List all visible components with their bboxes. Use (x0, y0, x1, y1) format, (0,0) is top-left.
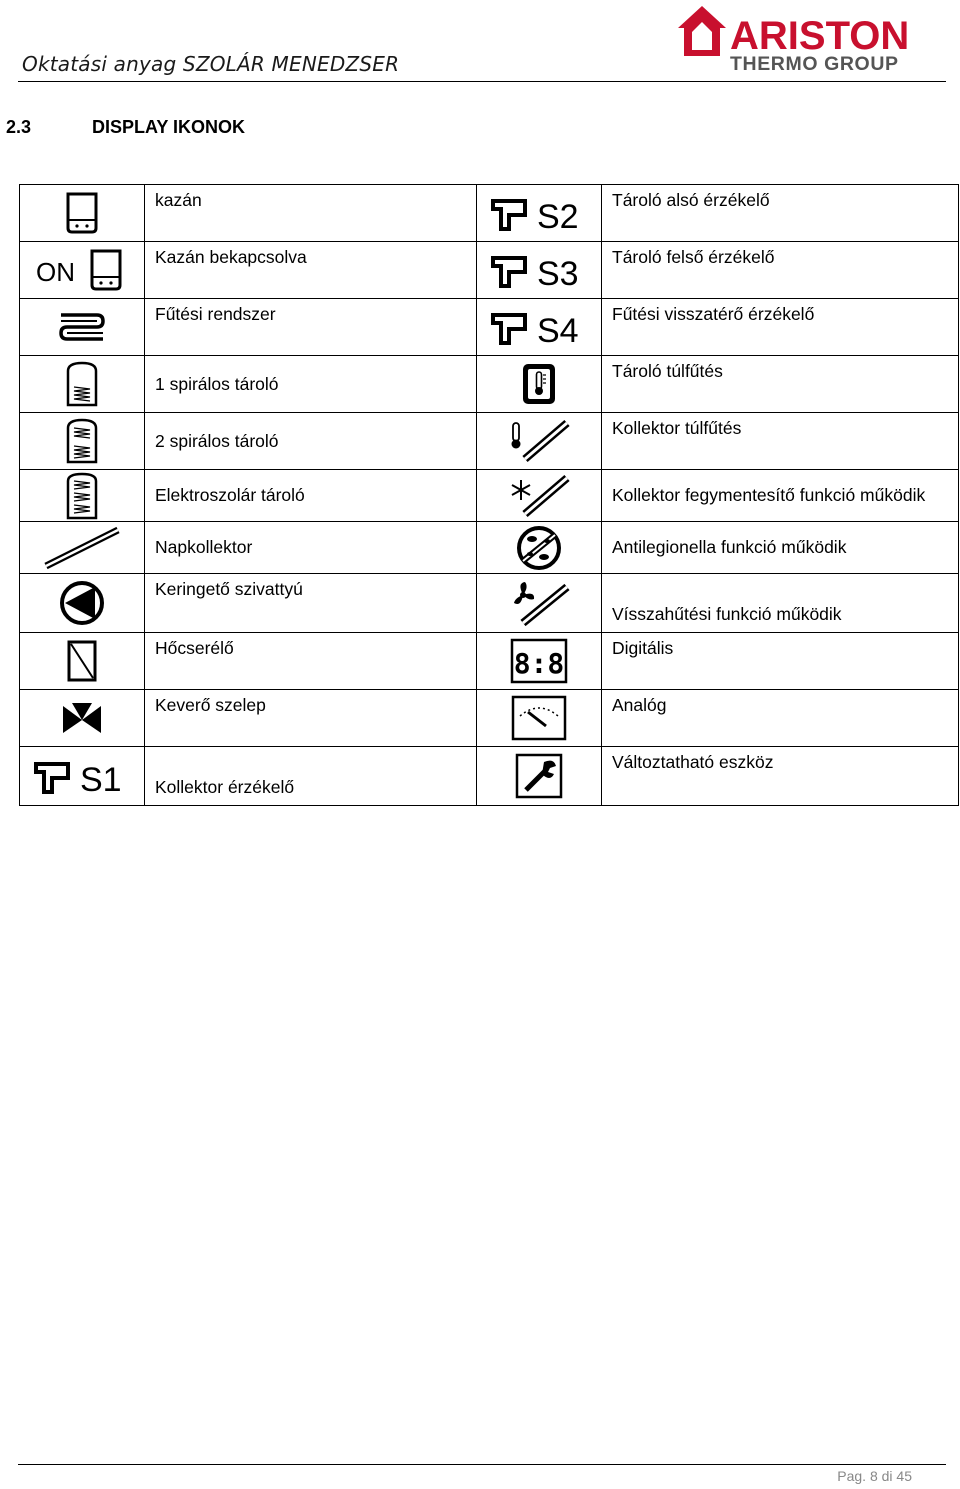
icon-label: Antilegionella funkció működik (602, 522, 959, 574)
on-label: ON (36, 257, 75, 287)
icon-label: 2 spirálos tároló (145, 413, 477, 470)
icon-cell (20, 242, 145, 299)
sensor-label: S1 (80, 761, 122, 796)
icon-label: Tároló felső érzékelő (602, 242, 959, 299)
icon-cell (20, 356, 145, 413)
tank-2-coil-icon (62, 416, 102, 466)
icon-cell (477, 413, 602, 470)
page-number: Pag. 8 di 45 (837, 1468, 912, 1484)
table-row (20, 242, 959, 299)
header-rule (18, 81, 946, 82)
icon-cell (477, 747, 602, 806)
icon-label: Vísszahűtési funkció működik (602, 574, 959, 633)
icon-cell (477, 470, 602, 522)
icon-label: kazán (145, 185, 477, 242)
icon-label: Digitális (602, 633, 959, 690)
document-header-title: Oktatási anyag SZOLÁR MENEDZSER (22, 52, 400, 76)
icon-label: Változtatható eszköz (602, 747, 959, 806)
mixing-valve-icon (60, 700, 104, 736)
pump-icon (57, 578, 107, 628)
sensor-s4-icon (489, 307, 589, 347)
boiler-on-icon (34, 247, 130, 293)
icon-cell (477, 633, 602, 690)
icon-cell (20, 299, 145, 356)
icon-cell (477, 242, 602, 299)
collector-antifreeze-icon (507, 474, 571, 518)
icon-cell (20, 633, 145, 690)
digital-digits: 8:8 (513, 647, 565, 680)
icon-label: Napkollektor (145, 522, 477, 574)
heat-exchanger-icon (64, 638, 100, 684)
section-title: DISPLAY IKONOK (92, 117, 246, 137)
icon-label: Keringető szivattyú (145, 574, 477, 633)
digital-display-icon (509, 637, 569, 685)
tank-1-coil-icon (62, 359, 102, 409)
icon-label: Elektroszolár tároló (145, 470, 477, 522)
icon-cell (477, 356, 602, 413)
icon-label: Hőcserélő (145, 633, 477, 690)
collector-overheat-icon (507, 419, 571, 463)
table-row (20, 356, 959, 413)
table-row (20, 747, 959, 806)
icon-label: Kazán bekapcsolva (145, 242, 477, 299)
footer-rule (18, 1464, 946, 1465)
logo-text-thermo: THERMO GROUP (730, 53, 899, 74)
sensor-label: S4 (537, 312, 579, 347)
icon-cell (20, 522, 145, 574)
icon-cell (20, 413, 145, 470)
logo-text-ariston: ARISTON (730, 14, 910, 58)
icon-label: Kollektor érzékelő (145, 747, 477, 806)
heating-system-icon (57, 309, 107, 345)
table-row (20, 574, 959, 633)
table-row (20, 522, 959, 574)
icon-cell (20, 574, 145, 633)
icon-label: Fűtési visszatérő érzékelő (602, 299, 959, 356)
icon-label: Kollektor fegymentesítő funkció működik (602, 470, 959, 522)
icon-label: Tároló túlfűtés (602, 356, 959, 413)
table-row (20, 690, 959, 747)
sensor-s3-icon (489, 250, 589, 290)
table-row (20, 413, 959, 470)
analog-gauge-icon (510, 694, 568, 742)
icon-cell (20, 470, 145, 522)
section-heading (6, 117, 245, 138)
icon-label: Fűtési rendszer (145, 299, 477, 356)
recooling-icon (507, 579, 571, 627)
sensor-s1-icon (32, 756, 132, 796)
table-row (20, 470, 959, 522)
table-row (20, 185, 959, 242)
wrench-icon (514, 752, 564, 800)
icon-label: Analóg (602, 690, 959, 747)
table-row (20, 633, 959, 690)
table-row (20, 299, 959, 356)
electrosolar-tank-icon (62, 471, 102, 521)
icon-cell (477, 299, 602, 356)
icon-label: Kollektor túlfűtés (602, 413, 959, 470)
sensor-label: S3 (537, 255, 579, 290)
boiler-icon (62, 190, 102, 236)
icon-cell (477, 574, 602, 633)
sensor-label: S2 (537, 198, 579, 233)
solar-collector-icon (42, 526, 122, 570)
icon-cell (477, 185, 602, 242)
icon-cell (477, 690, 602, 747)
icon-table (19, 184, 959, 806)
icon-cell (20, 747, 145, 806)
section-number: 2.3 (6, 117, 32, 137)
sensor-s2-icon (489, 193, 589, 233)
icon-label: 1 spirálos tároló (145, 356, 477, 413)
antilegionella-icon (511, 525, 567, 571)
ariston-logo (672, 2, 948, 74)
icon-cell (20, 690, 145, 747)
icon-cell (20, 185, 145, 242)
icon-label: Tároló alsó érzékelő (602, 185, 959, 242)
icon-label: Keverő szelep (145, 690, 477, 747)
tank-overheat-icon (519, 361, 559, 407)
icon-cell (477, 522, 602, 574)
